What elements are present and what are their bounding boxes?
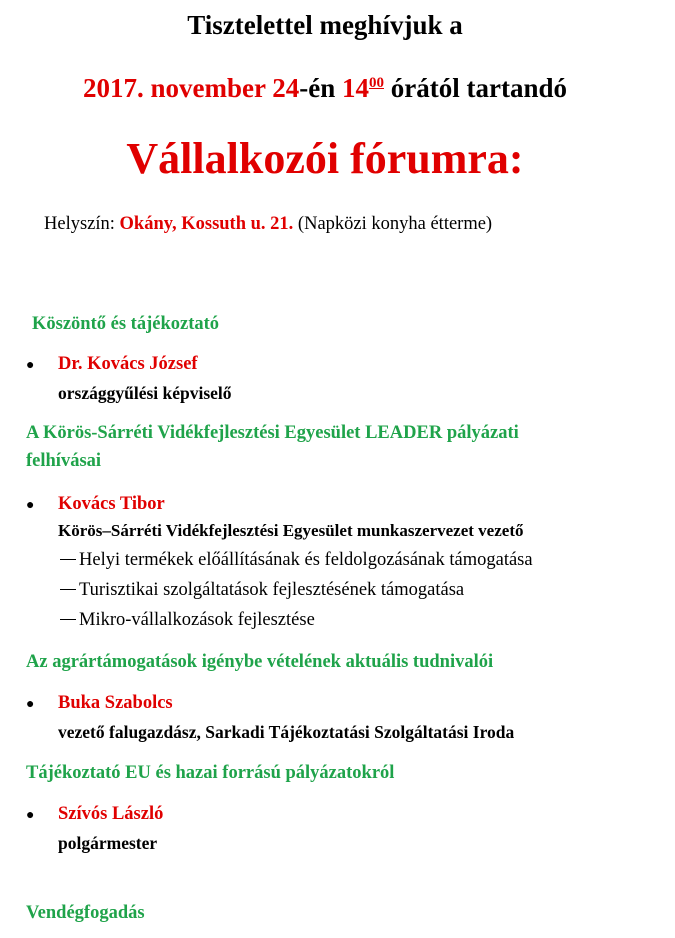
bullet-icon: ●	[26, 498, 35, 513]
speaker3-role: vezető falugazdász, Sarkadi Tájékoztatási Szolgáltatási Iroda	[58, 722, 515, 742]
dash-icon	[60, 589, 76, 591]
venue-address: Okány, Kossuth u. 21.	[119, 214, 294, 234]
time-suffix: órától tartandó	[384, 73, 567, 103]
date-time-line	[0, 73, 650, 104]
venue-line	[44, 214, 492, 235]
speaker4-role: polgármester	[58, 833, 158, 853]
dash-icon	[60, 619, 76, 621]
speaker1-role: országgyűlési képviselő	[58, 383, 232, 403]
topic-item: Helyi termékek előállításának és feldolgozásának támogatása	[60, 550, 533, 571]
date-suffix: -én	[299, 73, 342, 103]
venue-label: Helyszín:	[44, 214, 120, 234]
speaker4-name: Szívós László	[58, 804, 164, 824]
venue-note: (Napközi konyha étterme)	[293, 214, 493, 234]
agri-section: Az agrártámogatások igénybe vételének aktuális tudnivalói	[26, 652, 494, 672]
event-date: 2017. november 24	[83, 73, 300, 103]
speaker3-name: Buka Szabolcs	[58, 693, 173, 713]
bullet-icon: ●	[26, 358, 35, 373]
speaker1-name: Dr. Kovács József	[58, 354, 198, 374]
speaker2-name: Kovács Tibor	[58, 494, 165, 514]
topic-item: Turisztikai szolgáltatások fejlesztésének támogatása	[60, 580, 464, 601]
topic-item: Mikro-vállalkozások fejlesztése	[60, 610, 315, 631]
bullet-icon: ●	[26, 697, 35, 712]
event-hour: 14	[342, 73, 369, 103]
grants-section: Tájékoztató EU és hazai forrású pályázatokról	[26, 763, 395, 783]
welcome-section: Köszöntő és tájékoztató	[32, 314, 220, 334]
invitation-line: Tisztelettel meghívjuk a	[187, 10, 463, 40]
speaker2-role: Körös–Sárréti Vidékfejlesztési Egyesület munkaszervezet vezető	[58, 521, 524, 540]
dash-icon	[60, 559, 76, 561]
event-minute: 00	[369, 75, 384, 91]
leader-section-line1: A Körös-Sárréti Vidékfejlesztési Egyesület LEADER pályázati	[26, 423, 519, 443]
leader-section-line2: felhívásai	[26, 451, 102, 471]
bullet-icon: ●	[26, 808, 35, 823]
closing-section: Vendégfogadás	[26, 903, 145, 923]
event-title: Vállalkozói fórumra:	[126, 134, 524, 183]
